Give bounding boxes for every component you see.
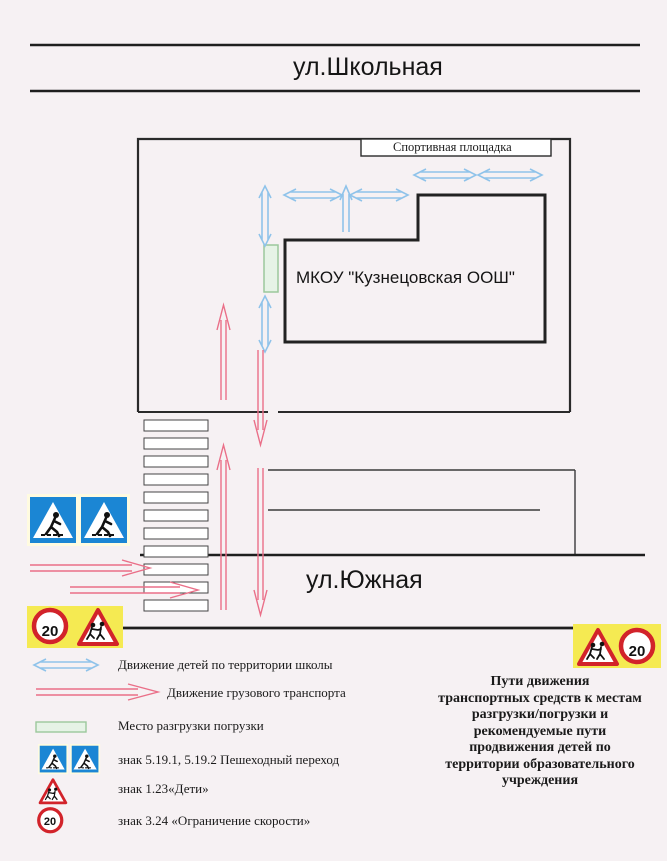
legend-unloading-symbol <box>36 722 86 732</box>
crossing-sign-left <box>27 494 79 546</box>
unloading-place <box>264 245 278 292</box>
title-line: территории образовательного <box>445 756 635 772</box>
title-line: продвижения детей по <box>469 740 611 755</box>
title-line: разгрузки/погрузки и <box>471 707 609 722</box>
title-line: транспортных средств к местам <box>438 690 642 706</box>
pedestrian-crossing <box>144 420 208 611</box>
legend-children-text: Движение детей по территории школы <box>118 657 333 672</box>
speed-limit-value-west: 20 <box>41 623 59 640</box>
legend-truck-arrow <box>36 684 158 700</box>
scheme-title <box>415 674 665 790</box>
sports-ground-label: Спортивная площадка <box>393 140 512 154</box>
title-line: учреждения <box>501 773 579 788</box>
legend-speed-text: знак 3.24 «Ограничение скорости» <box>118 813 311 828</box>
street-name-north: ул.Школьная <box>293 53 443 81</box>
title-line: Пути движения <box>490 674 590 689</box>
legend-children-sign-text: знак 1.23«Дети» <box>118 781 209 796</box>
legend-speed-value: 20 <box>43 816 57 828</box>
street-name-south: ул.Южная <box>306 566 423 594</box>
legend-unloading-text: Место разгрузки погрузки <box>118 718 264 733</box>
crossing-sign-right <box>78 494 130 546</box>
legend-children-sign <box>40 780 66 803</box>
title-line: рекомендуемые пути <box>473 723 607 739</box>
speed-limit-value-east: 20 <box>628 643 646 660</box>
school-name-label: МКОУ "Кузнецовская ООШ" <box>296 268 515 287</box>
legend-children-arrow <box>34 659 98 671</box>
legend-crossing-sign-2 <box>70 744 100 774</box>
legend-crossing-sign-1 <box>38 744 68 774</box>
legend-crossing-text: знак 5.19.1, 5.19.2 Пешеходный переход <box>118 752 340 767</box>
legend-truck-text: Движение грузового транспорта <box>167 685 346 700</box>
